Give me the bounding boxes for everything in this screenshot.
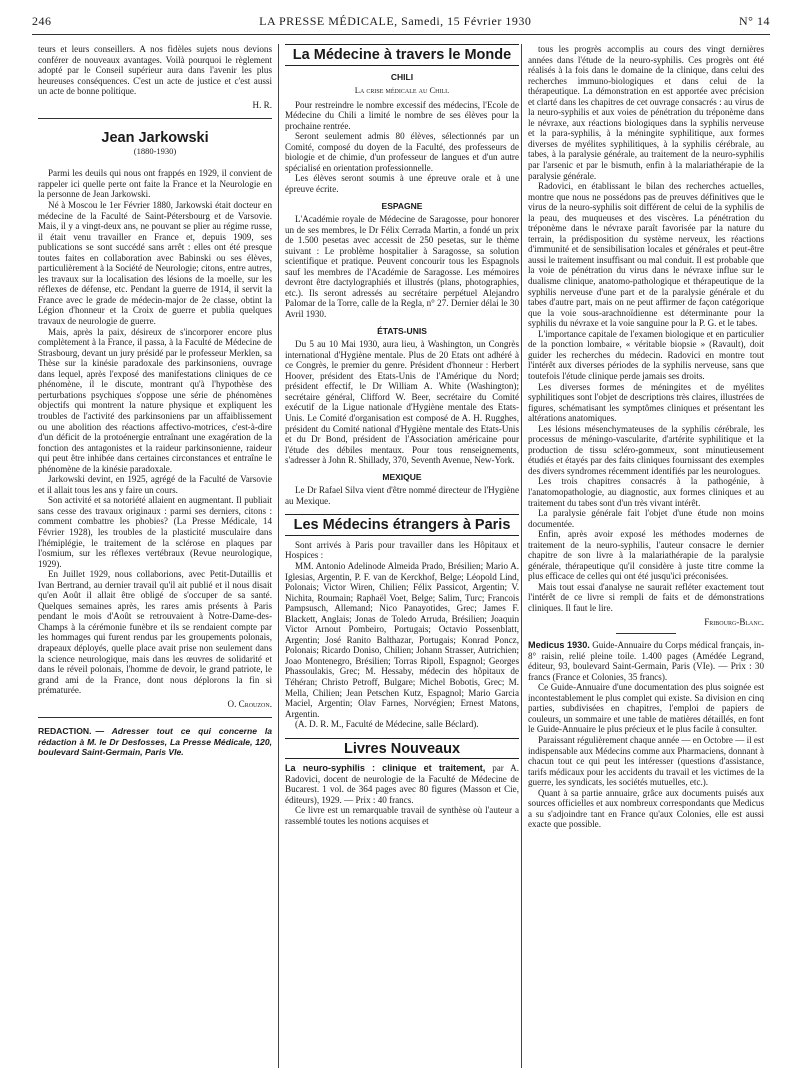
paragraph: Son activité et sa notoriété allaient en augmentant. Il publiait sans cesse des travaux originaux : parmi ses derniers, citons : comment combattre les phobies? (La Presse Médicale, 14 Février 1928), les troubles de la plasticité musculaire dans l'hémiplégie, le traitement de la sclérose en plaques par l'osmium, sur les réflexes vertébraux (Revue neurologique, 1929). xyxy=(38,495,272,569)
mexique-body xyxy=(285,485,519,506)
chili-subtitle: La crise médicale au Chili. xyxy=(354,85,450,96)
paragraph: Enfin, après avoir exposé les méthodes modernes de traitement de la neuro-syphilis, l'auteur consacre le dernier chapitre de son livre à la malariathérapie de la paralysie générale, thérapeutique qu'il considère à juste titre comme la plus efficace de celles qui ont été jusqu'ici préconisées. xyxy=(528,529,764,582)
issue-number: N° 14 xyxy=(739,14,770,28)
column-left xyxy=(38,44,272,758)
redaction-text: — Adresser tout ce qui concerne la rédaction à M. le Dr Desfosses, La Presse Médicale, 120, boulevard Saint-Germain, Paris VIe. xyxy=(38,726,272,758)
column-middle xyxy=(285,44,519,827)
redaction-label: REDACTION. xyxy=(38,726,92,737)
section-header-monde xyxy=(285,44,519,66)
book-review-1-header xyxy=(285,763,519,805)
obituary-title: Jean Jarkowski xyxy=(101,130,209,147)
intro-signature: H. R. xyxy=(252,99,272,110)
country-head-chili: CHILI xyxy=(390,71,414,82)
review-2-body xyxy=(528,682,764,830)
obituary-body xyxy=(38,168,272,695)
paragraph: Parmi les deuils qui nous ont frappés en 1929, il convient de rappeler ici quelle perte ont faite la France et la Neurologie en la personne de Jean Jarkowski. xyxy=(38,168,272,200)
review-1-signature: Fribourg-Blanc. xyxy=(704,616,764,627)
header-rule xyxy=(32,34,770,35)
paragraph: Né à Moscou le 1er Février 1880, Jarkowski était docteur en médecine de la Faculté de Saint-Pétersbourg et de Varsovie. Mais, il y a vingt-deux ans, ne pouvant se plier au régime russe, il était venu travailler en France et, depuis 1909, ses publications se sont succédé sans arrêt : elles ont été presque toutes faites en collaboration avec Babinski ou ses élèves, particulièrement à la Société de Neurologie; citons, entre autres, les travaux sur la localisation des lésions de la moelle, sur les réflexes de défense, etc. Pendant la guerre de 1914, il servit la France avec le grade de médecin-major de 2e classe, obtint la Légion d'honneur et la Croix de guerre et publia quelques travaux de neurologie de guerre. xyxy=(38,200,272,327)
paragraph: Les diverses formes de méningites et de myélites syphilitiques sont l'objet de descriptions très claires, illustrées de figures, schématisant les symptômes cliniques et présentant les altérations anatomiques. xyxy=(528,381,764,424)
usa-body xyxy=(285,339,519,466)
section-header-etrangers xyxy=(285,514,519,536)
paragraph: Le Dr Rafael Silva vient d'être nommé directeur de l'Hygiène au Mexique. xyxy=(285,485,519,506)
paragraph: L'importance capitale de l'examen biologique et en particulier de la ponction lombaire, « véritable biopsie » (Ravault), doit guider les recherches du médecin. Radovici en montre tout l'intérêt aux diverses périodes de la syphilis nerveuse, sans que toutefois l'étude clinique perde jamais ses droits. xyxy=(528,328,764,381)
paragraph: Les élèves seront soumis à une épreuve orale et à une épreuve écrite. xyxy=(285,173,519,195)
divider xyxy=(38,717,272,718)
paragraph: Les trois chapitres consacrés à la pathogénie, à l'anatomopathologie, au diagnostic, aux formes cliniques et au traitement du tabes sont d'un très vivant intérêt. xyxy=(528,476,764,508)
paragraph: Sont arrivés à Paris pour travailler dans les Hôpitaux et Hospices : xyxy=(285,539,519,561)
espagne-body xyxy=(285,214,519,319)
book-2-details: Guide-Annuaire du Corps médical français, in-8° raisin, relié pleine toile. 1.400 pages (Amédée Legrand, éditeur, 93, boulevard Saint-Germain, Paris (VIe). — Prix : 30 francs (France et Colonies, 35 francs). xyxy=(528,640,765,682)
section-header-livres xyxy=(285,738,519,760)
paragraph: Pour restreindre le nombre excessif des médecins, l'Ecole de Médecine du Chili a limité le nombre de ses élèves pour la prochaine rentrée. xyxy=(285,99,519,131)
paragraph: Quant à sa partie annuaire, grâce aux documents puisés aux sources officielles et aux nombreux correspondants que Medicus a su s'adjoindre tant en France qu'aux Colonies, elle est aussi exacte que possible. xyxy=(528,787,764,830)
paragraph: L'Académie royale de Médecine de Saragosse, pour honorer un de ses membres, le Dr Félix Cerrada Martin, a fondé un prix de 1.500 pesetas avec accessit de 250 pesetas, sur le thème suivant : Le problème hospitalier à Saragosse, sa solution scientifique et pratique. Peuvent concourir tous les Espagnols sauf les membres de l'Académie de Saragosse. Les mémoires devront être dactylographiés et illustrés (plans, photographies, etc.). Ils seront adressés au secrétaire perpétuel Alejandro Palomar de la Torre, calle de la Regla, n° 27. Dernier délai le 30 Avril 1930. xyxy=(285,214,519,320)
obituary-signature: O. Crouzon. xyxy=(227,698,272,709)
etrangers-body xyxy=(285,540,519,730)
section-title-livres: Livres Nouveaux xyxy=(343,740,461,757)
paragraph: La paralysie générale fait l'objet d'une étude non moins documentée. xyxy=(528,508,764,529)
book-review-2-header xyxy=(528,640,764,682)
column-divider-2 xyxy=(521,44,522,1068)
paragraph: Seront seulement admis 80 élèves, sélectionnés par un Comité, composé du doyen de la Faculté, des professeurs de biologie et de chimie, d'un professeur de langues et d'un autre spécialisé en orientation professionnelle. xyxy=(285,131,519,173)
paragraph: Mais tout essai d'analyse ne saurait refléter exactement tout l'intérêt de ce livre si rempli de faits et de démonstrations cliniques. Il faut le lire. xyxy=(528,581,764,613)
section-title-monde: La Médecine à travers le Monde xyxy=(292,47,512,63)
paragraph: Paraissant régulièrement chaque année — en Octobre — il est indispensable aux Médecins comme aux Pharmaciens, donnant à chacun tout ce qui peut les intéresser (questions d'assistance, tarifs médicaux pour les accidents du travail et les victimes de la guerre, les syndicats, les sociétés mutuelles, etc.). xyxy=(528,735,764,788)
paragraph: Les lésions mésenchymateuses de la syphilis cérébrale, les processus de méningo-vascularite, d'artérite syphilitique et la production de tissu scléro-gommeux, sont minutieusement étudiés et étayés par des faits cliniques fournissant des exemples des divers syndromes récemment identifiés par les neurologues. xyxy=(528,423,764,476)
book-2-title: Medicus 1930. xyxy=(528,640,590,651)
paragraph: Mais, après la paix, désireux de s'incorporer encore plus complètement à la France, il passa, à la Faculté de Médecine de Strasbourg, devant un jury présidé par le professeur Merklen, sa Thèse sur la kinésie paradoxale des parkinsoniens, ouvrage dans lequel, après l'exposé des manifestations cliniques de ce phénomène, il le discute, montrant qu'à l'hypothèse des perturbations psychiques s'oppose une série de phénomènes objectifs qui montrent la nature physique et expliquent les troubles de l'activité des parkinsoniens par un affaiblissement ou une abolition des réactions affectivo-motrices, c'est-à-dire d'un déficit de la protoénergie entraînant une exagération de la fonction des antagonistes et la raideur parkinsonienne, raideur qui peut être inhibée dans certaines circonstances et entraîne le phénomène de la kinésie paradoxale. xyxy=(38,326,272,474)
redaction-notice xyxy=(38,726,272,758)
paragraph: Ce Guide-Annuaire d'une documentation des plus soignée est incontestablement le plus complet qui existe. Sa division en cinq parties, subdivisées en chapitres, l'emploi de papiers de couleurs, un sommaire et une table de matières détaillés, en font le Guide-Annuaire le plus précieux et le plus facile à consulter. xyxy=(528,682,764,735)
page-number: 246 xyxy=(32,14,52,28)
paragraph: (A. D. R. M., Faculté de Médecine, salle Béclard). xyxy=(295,719,479,730)
obituary-dates: (1880-1930) xyxy=(133,145,177,156)
book-review-1-start: Ce livre est un remarquable travail de synthèse où l'auteur a rassemblé toutes les notions acquises et xyxy=(285,805,519,826)
paragraph: Jarkowski devint, en 1925, agrégé de la Faculté de Varsovie et il allait tous les ans y faire un cours. xyxy=(38,474,272,495)
country-head-espagne: ESPAGNE xyxy=(381,200,423,211)
paragraph: Du 5 au 10 Mai 1930, aura lieu, à Washington, un Congrès international d'Hygiène mentale. Plus de 20 Etats ont adhéré à ce Congrès, le premier du genre. Président d'honneur : Herbert Hoover, président des Etats-Unis de l'Amérique du Nord; président effectif, le Dr William A. White (Washington); secrétaire général, Clifford W. Beer, secrétaire du Comité exécutif de la Ligue nationale d'Hygiène mentale des Etats-Unis. Le Comité d'organisation est composé de A. H. Rugghes, président du Comité national d'Hygiène mentale des Etats-Unis et du Dr Bond, président de l'Association américaine pour l'étude des débiles mentaux. Pour tous renseignements, s'adresser à John R. Shillady, 370, Seventh Avenue, New-York. xyxy=(285,339,519,466)
paragraph: En Juillet 1929, nous collaborions, avec Petit-Dutaillis et Ivan Bertrand, au dernier travail qu'il ait publié et il nous disait qu'en Août il allait être obligé de s'occuper de sa santé. Quelques semaines après, les rares amis présents à Paris pendant le mois d'Août se retrouvaient à Notre-Dame-des-Champs à la cérémonie funèbre et ils se rendaient compte par les hommages qui furent rendus par les groupements polonais, drapeaux déployés, quelle place avait prise non seulement dans la science neurologique, mais dans les œuvres de solidarité et dans le réveil polonais, l'homme de devoir, le grand patriote, le grand ami de la France, dont nous déplorons la fin si prématurée. xyxy=(38,569,272,696)
paragraph: MM. Antonio Adelinode Almeida Prado, Brésilien; Mario A. Iglesias, Argentin, P. F. van de Kerckhof, Belge; Léopold Lind, Polonais; Victor Wiren, Chilien; Félix Passicot, Argentin; V. Nichita, Roumain; Raphaël Voet, Belge; Salim, Turc; Francois Pampsusch, Allemand; Nico Panayotides, Grec; James F. Blackett, Anglais; Jonas de Toledo Arruda, Brésilien; Joaquin Victor Arnout Pombeiro, Portugais; Octavio Possenblatt, Argentin; José Ranito Balthazar, Portugais; Konrad Poncz, Polonais; Ricardo Doniso, Chilien; Johann Strasser, Autrichien; Joao Montenegro, Brésilien; Torras Ripoll, Espagnol; Georges Phassoulakis, Grec; M. Hessaby, médecin des hôpitaux de Téhéran; Christo Petroff, Bulgare; Michel Bobotis, Grec; M. Mella, Chilien; Jean Petschen Kutz, Espagnol; Mario Garcia Maciel, Argentin; Olav Farnes, Norvégien; Ernest Matons, Argentin. xyxy=(285,560,519,719)
chili-body xyxy=(285,100,519,195)
divider xyxy=(38,118,272,119)
book-1-title: La neuro-syphilis : clinique et traitement, xyxy=(285,763,486,774)
page-header xyxy=(32,14,770,34)
section-title-etrangers: Les Médecins étrangers à Paris xyxy=(293,517,511,534)
review-1-body xyxy=(528,44,764,614)
paragraph: Radovici, en établissant le bilan des recherches actuelles, montre que nous ne possédons pas de preuves définitives que le virus de la neuro-syphilis soit différent de celui de la syphilis de la peau, des muqueuses et des viscères. La pénétration du tréponème dans le névraxe paraît favorisée par la nature du terrain, la prédisposition du système nerveux, les réactions d'immunité et de sensibilisation locales et générales et peut-être aussi le traitement insuffisant ou mal conduit. Il est probable que la voie de pénétration du virus dans le névraxe influe sur le dualisme clinique, anatomo-pathologique et thérapeutique de la syphilis nerveuse d'une part et de la paralysie générale et du tabes d'autre part, mais on ne peut affirmer de façon catégorique que la voie sous-arachnoïdienne est déterminante pour la syphilis du névraxe et la voie sanguine pour la P. G. et le tabes. xyxy=(528,181,764,329)
column-right xyxy=(528,44,764,830)
book-1-details: par A. Radovici, docent de neurologie de la Faculté de Médecine de Bucarest. 1 vol. de 364 pages avec 80 figures (Masson et Cie, éditeurs), 1929. — Prix : 40 francs. xyxy=(285,763,520,805)
country-head-mexique: MEXIQUE xyxy=(382,471,422,482)
divider xyxy=(616,633,676,634)
intro-paragraph: teurs et leurs conseillers. A nos fidèles sujets nous devions conférer de nouveaux avantages. Voilà pourquoi le règlement adopté par le Conseil supérieur aura dans l'avenir les plus heureuses conséquences. C'est un acte de justice et c'est aussi un acte de bonne politique. xyxy=(38,44,272,97)
country-head-usa: ÉTATS-UNIS xyxy=(377,325,427,336)
paragraph: tous les progrès accomplis au cours des vingt dernières années dans l'étude de la neuro-syphilis. Ces progrès ont été réalisés à la fois dans le domaine de la clinique, dans celui des recherches immuno-biologiques et dans celui de la thérapeutique. La démonstration en est apportée avec précision et clarté dans les chapitres de cet ouvrage consacrés : au virus de la neuro-syphilis et aux voies de pénétration du tréponème dans le névraxe, aux réactions biologiques dans la syphilis nerveuse et la para-syphilis, à la méningite syphilitique, aux formes diverses de myélites syphilitiques, à la syphilis cérébrale, au tabes, à la paralysie générale, au traitement de la neuro-syphilis par l'arsenic et par le bismuth, enfin à la malariathérapie de la paralysie générale. xyxy=(528,44,764,181)
journal-title: LA PRESSE MÉDICALE, Samedi, 15 Février 1930 xyxy=(259,14,532,28)
column-divider-1 xyxy=(278,44,279,1068)
